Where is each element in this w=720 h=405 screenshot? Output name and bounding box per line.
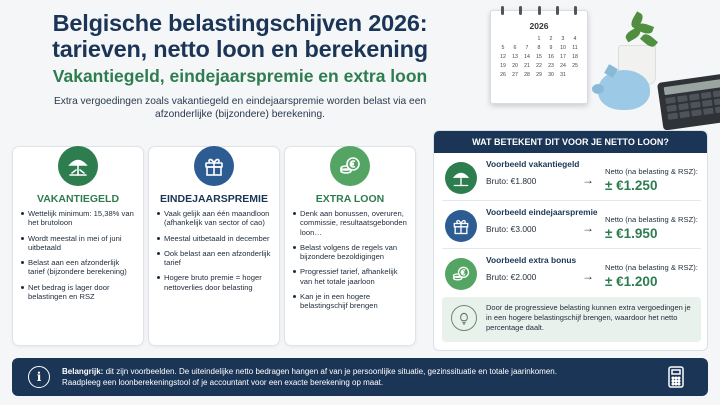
bullet-list	[293, 209, 409, 317]
calendar-day: 27	[512, 72, 518, 78]
example-title: Voorbeeld eindejaarspremie	[486, 207, 598, 217]
calendar-day: 19	[500, 63, 506, 69]
euro-coins-icon	[445, 258, 477, 290]
calendar-day: 8	[537, 45, 541, 51]
example-bruto: Bruto: €1.800	[486, 176, 537, 186]
example-title: Voorbeeld vakantiegeld	[486, 159, 580, 169]
example-net-label: Netto (na belasting & RSZ):	[605, 167, 698, 176]
calendar-day: 1	[537, 36, 541, 42]
title-line-2: tarieven, netto loon en berekening	[52, 36, 428, 62]
card-eindejaarspremie	[148, 146, 280, 346]
arrow-right-icon: →	[582, 221, 594, 235]
example-vakantiegeld	[442, 157, 701, 201]
calendar-day: 7	[525, 45, 529, 51]
desk-calendar-image	[490, 10, 588, 104]
example-eindejaarspremie	[442, 205, 701, 249]
calculator-icon	[662, 363, 690, 391]
bullet-list	[21, 209, 137, 307]
disclaimer-bar	[12, 358, 708, 396]
calendar-day: 13	[512, 54, 518, 60]
calendar-day: 3	[561, 36, 565, 42]
calendar-day: 31	[560, 72, 566, 78]
list-item: Vaak gelijk aan één maandloon (afhankelijk van sector of cao)	[157, 209, 273, 228]
arrow-right-icon: →	[582, 269, 594, 283]
example-title: Voorbeeld extra bonus	[486, 255, 577, 265]
list-item: Belast volgens de regels van bijzondere bezoldigingen	[293, 243, 409, 262]
calculator-image	[657, 73, 720, 130]
panel-title: WAT BETEKENT DIT VOOR JE NETTO LOON?	[434, 131, 707, 153]
example-extra-bonus	[442, 253, 701, 297]
disclaimer-bold: Belangrijk:	[62, 367, 104, 376]
calendar-day	[570, 71, 580, 79]
calendar-day: 22	[536, 63, 542, 69]
gift-icon	[445, 210, 477, 242]
calendar-day: 30	[548, 72, 554, 78]
intro-text: Extra vergoedingen zoals vakantiegeld en eindejaarspremie worden belast via een afzonderlijke (bijzondere) berekening.	[53, 96, 427, 120]
list-item: Wettelijk minimum: 15,38% van het brutoloon	[21, 209, 137, 228]
header	[30, 10, 450, 87]
calendar-day	[510, 35, 520, 43]
list-item: Ook belast aan een afzonderlijk tarief	[157, 249, 273, 268]
example-bruto: Bruto: €3.000	[486, 224, 537, 234]
example-net-value: ± €1.950	[605, 226, 658, 241]
disclaimer-line-2: Raadpleeg een loonberekeningstool of je accountant voor een exacte berekening op maat.	[62, 378, 384, 387]
example-net-value: ± €1.200	[605, 274, 658, 289]
page-title	[30, 10, 450, 62]
calendar-day: 23	[548, 63, 554, 69]
euro-coins-icon	[330, 146, 370, 186]
list-item: Hogere bruto premie = hoger nettoverlies door belasting	[157, 273, 273, 292]
list-item: Wordt meestal in mei of juni uitbetaald	[21, 234, 137, 253]
piggy-bank-image	[598, 70, 650, 110]
list-item: Belast aan een afzonderlijk tarief (bijzondere berekening)	[21, 258, 137, 277]
arrow-right-icon: →	[582, 173, 594, 187]
gift-icon	[194, 146, 234, 186]
calendar-day: 6	[513, 45, 517, 51]
example-net-label: Netto (na belasting & RSZ):	[605, 215, 698, 224]
example-bruto: Bruto: €2.000	[486, 272, 537, 282]
list-item: Meestal uitbetaald in december	[157, 234, 273, 243]
calendar-day: 16	[548, 54, 554, 60]
calendar-day: 4	[573, 36, 577, 42]
card-title: EINDEJAARSPREMIE	[160, 193, 268, 205]
netto-examples-panel	[433, 130, 708, 351]
card-title: VAKANTIEGELD	[36, 193, 120, 205]
example-net-label: Netto (na belasting & RSZ):	[605, 263, 698, 272]
list-item: Progressief tarief, afhankelijk van het totale jaarloon	[293, 267, 409, 286]
calendar-day: 25	[572, 63, 578, 69]
title-line-1: Belgische belastingschijven 2026:	[52, 10, 428, 36]
calendar-day: 17	[560, 54, 566, 60]
beach-umbrella-icon	[445, 162, 477, 194]
calendar-day	[522, 35, 532, 43]
calendar-day: 20	[512, 63, 518, 69]
calendar-day: 18	[572, 54, 578, 60]
card-extra-loon	[284, 146, 416, 346]
list-item: Kan je in een hogere belastingschijf brengen	[293, 292, 409, 311]
list-item: Net bedrag is lager door belastingen en RSZ	[21, 283, 137, 302]
calendar-day: 28	[524, 72, 530, 78]
calendar-day	[498, 35, 508, 43]
calendar-day: 12	[500, 54, 506, 60]
calendar-day: 14	[524, 54, 530, 60]
calendar-day: 10	[560, 45, 566, 51]
beach-umbrella-icon	[58, 146, 98, 186]
calendar-year: 2026	[529, 21, 549, 31]
calendar-day: 26	[500, 72, 506, 78]
bullet-list	[157, 209, 273, 298]
calendar-day: 15	[536, 54, 542, 60]
calendar-day: 29	[536, 72, 542, 78]
tip-text: Door de progressieve belasting kunnen extra vergoedingen je in een hogere belastingschijf brengen, waardoor het netto percentage daalt.	[486, 303, 691, 332]
calendar-day: 21	[524, 63, 530, 69]
info-icon: i	[28, 366, 50, 388]
disclaimer-line-1: dit zijn voorbeelden. De uiteindelijke netto bedragen hangen af van je persoonlijke situatie, gezinssituatie en totale jaarinkomen.	[103, 367, 557, 376]
example-net-value: ± €1.250	[605, 178, 658, 193]
page-subtitle: Vakantiegeld, eindejaarspremie en extra loon	[52, 66, 428, 86]
calendar-grid	[491, 31, 587, 84]
list-item: Denk aan bonussen, overuren, commissie, resultaatsgebonden loon…	[293, 209, 409, 237]
calendar-day: 5	[501, 45, 505, 51]
calendar-day: 11	[572, 45, 578, 51]
header-illustration	[470, 0, 720, 130]
card-vakantiegeld	[12, 146, 144, 346]
calendar-day: 9	[549, 45, 553, 51]
calendar-day: 24	[560, 63, 566, 69]
disclaimer-text	[62, 366, 642, 388]
calendar-day: 2	[549, 36, 553, 42]
tip-box	[442, 297, 701, 342]
lightbulb-icon	[451, 305, 477, 331]
card-title: EXTRA LOON	[315, 193, 385, 205]
